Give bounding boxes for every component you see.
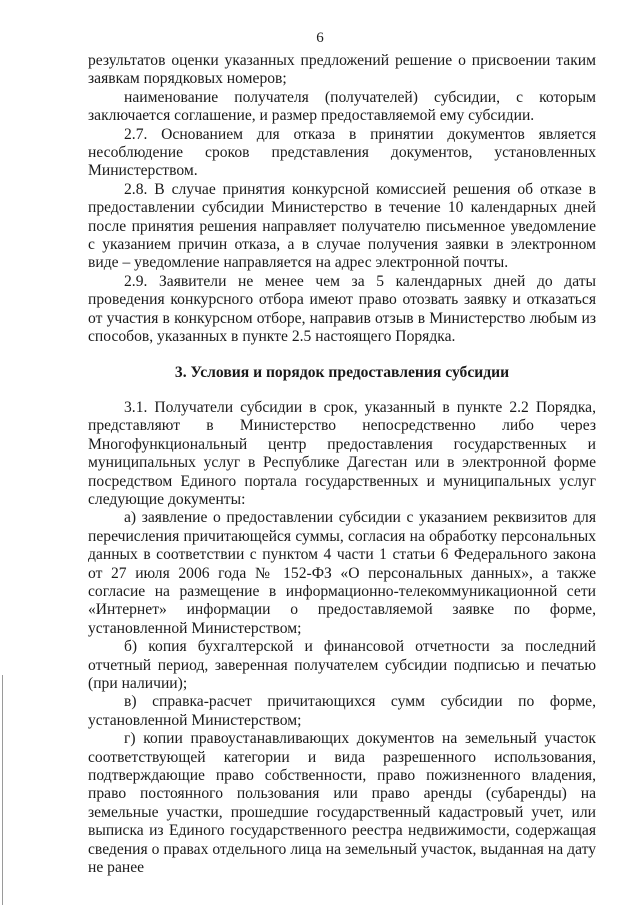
paragraph: г) копии правоустанавливающих документов на земельный участок соответствующей категории и вида разрешенного использования, подтверждающие право собственности, право пожизненного владения, право постоянного пользования или право аренды (субаренды) на земельные участки, прошедшие государственный кадастровый учет, или выписка из Единого государственного реестра недвижимости, содержащая сведения о правах отдельного лица на земельный участок, выданная на дату не ранее xyxy=(88,730,596,877)
paragraph: 2.8. В случае принятия конкурсной комиссией решения об отказе в предоставлении субсидии Министерство в течение 10 календарных дней после принятия решения направляет получателю письменное уведомление с указанием причин отказа, а в случае получения заявки в электронном виде – уведомление направляется на адрес электронной почты. xyxy=(88,180,596,272)
paragraph: б) копия бухгалтерской и финансовой отчетности за последний отчетный период, заверенная получателем субсидии подписью и печатью (при наличии); xyxy=(88,638,596,692)
document-body xyxy=(88,52,596,877)
paragraph: наименование получателя (получателей) субсидии, с которым заключается соглашение, и размер предоставляемой ему субсидии. xyxy=(88,88,596,125)
paragraph: 2.9. Заявители не менее чем за 5 календарных дней до даты проведения конкурсного отбора имеют право отозвать заявку и отказаться от участия в конкурсном отборе, направив отзыв в Министерство любым из способов, указанных в пункте 2.5 настоящего Порядка. xyxy=(88,272,596,346)
paragraphs-after-heading xyxy=(88,399,596,878)
paragraphs-before-heading xyxy=(88,52,596,347)
scan-edge-line xyxy=(2,675,3,905)
paragraph: в) справка-расчет причитающихся сумм субсидии по форме, установленной Министерством; xyxy=(88,693,596,729)
paragraph: 2.7. Основанием для отказа в принятии документов является несоблюдение сроков представления документов, установленных Министерством. xyxy=(88,125,596,180)
paragraph: а) заявление о предоставлении субсидии с указанием реквизитов для перечисления причитающейся суммы, согласия на обработку персональных данных в соответствии с пунктом 4 части 1 статьи 6 Федерального закона от 27 июля 2006 года № 152-ФЗ «О персональных данных», а также согласие на размещение в информационно-телекоммуникационной сети «Интернет» информации о предоставляемой заявке по форме, установленной Министерством; xyxy=(88,509,596,637)
section-heading: 3. Условия и порядок предоставления субсидии xyxy=(174,363,510,381)
paragraph: 3.1. Получатели субсидии в срок, указанный в пункте 2.2 Порядка, представляют в Министерство непосредственно либо через Многофункциональный центр предоставления государственных и муниципальных услуг в Республике Дагестан или в электронной форме посредством Единого портала государственных и муниципальных услуг следующие документы: xyxy=(88,398,596,508)
page-number: 6 xyxy=(316,30,324,46)
paragraph: результатов оценки указанных предложений решение о присвоении таким заявкам порядковых номеров; xyxy=(88,52,596,88)
